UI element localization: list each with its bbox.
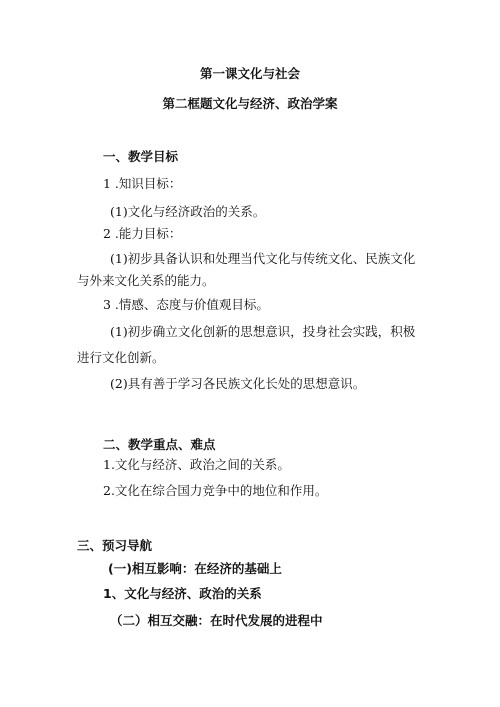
page-title: 第一课文化与社会 — [199, 66, 300, 81]
goal-attitude: 3 .情感、态度与价值观目标。 — [103, 297, 269, 312]
goal-ability-1a: (1)初步具备认识和处理当代文化与传统文化、民族文化 — [110, 251, 416, 266]
section-heading-preview: 三、预习导航 — [77, 538, 153, 553]
key-point-1: 1.文化与经济、政治之间的关系。 — [103, 457, 290, 472]
preview-item-2: 1、文化与经济、政治的关系 — [103, 586, 262, 601]
preview-item-3: （二）相互交融：在时代发展的进程中 — [110, 613, 323, 628]
goal-ability-1b: 与外来文化关系的能力。 — [77, 273, 215, 288]
page-subtitle: 第二框题文化与经济、政治学案 — [162, 96, 338, 111]
key-point-2: 2.文化在综合国力竞争中的地位和作用。 — [103, 483, 328, 498]
goal-attitude-1a: (1)初步确立文化创新的思想意识，投身社会实践，积极 — [110, 324, 416, 339]
goal-knowledge-1: (1)文化与经济政治的关系。 — [110, 204, 266, 219]
section-heading-teaching-goals: 一、教学目标 — [103, 149, 179, 164]
goal-attitude-2: (2)具有善于学习各民族文化长处的思想意识。 — [110, 376, 366, 391]
preview-item-1: (一)相互影响：在经济的基础上 — [108, 561, 282, 576]
goal-knowledge: 1 .知识目标： — [103, 176, 182, 191]
goal-ability: 2 .能力目标： — [103, 226, 182, 241]
goal-attitude-1b: 进行文化创新。 — [77, 350, 165, 365]
section-heading-key-points: 二、教学重点、难点 — [103, 437, 216, 452]
